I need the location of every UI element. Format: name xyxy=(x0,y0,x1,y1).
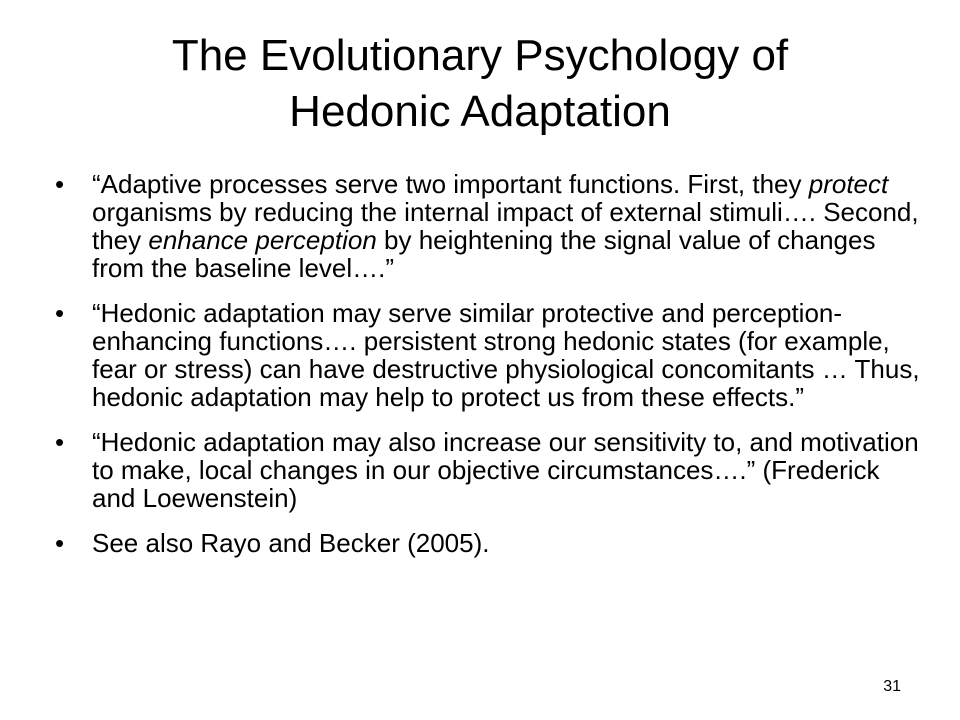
slide-title xyxy=(60,28,900,140)
title-line-2: Hedonic Adaptation xyxy=(289,87,671,136)
quote-text: organisms by reducing the internal impact of external stimuli…. Second, they xyxy=(92,197,919,255)
bullet-text: “Hedonic adaptation may serve similar protective and perception-enhancing functions…. persistent strong hedonic states (for example, fear or stress) can have destructive physiological concomitants … Thus, hedonic adaptation may help to protect us from these effects.” xyxy=(92,298,920,412)
quote-text: by heightening the signal value of changes from the baseline level….” xyxy=(92,225,876,283)
bullet-item-see-also xyxy=(55,529,925,557)
emphasis-enhance-perception: enhance perception xyxy=(148,225,377,255)
bullet-text: “Hedonic adaptation may also increase our sensitivity to, and motivation to make, local changes in our objective circumstances….” (Frederick and Loewenstein) xyxy=(92,427,919,513)
bullet-marker: • xyxy=(55,528,65,558)
bullet-marker: • xyxy=(55,427,65,457)
quote-text: “Adaptive processes serve two important functions. First, they xyxy=(92,169,809,199)
bullet-item-adaptive-processes xyxy=(55,170,925,282)
bullet-list xyxy=(55,170,925,574)
emphasis-protect: protect xyxy=(808,169,889,199)
bullet-marker: • xyxy=(55,169,65,199)
title-line-1: The Evolutionary Psychology of xyxy=(171,31,789,80)
bullet-text: See also Rayo and Becker (2005). xyxy=(92,528,490,558)
bullet-item-protective-functions xyxy=(55,299,925,411)
slide-number: 31 xyxy=(883,678,901,695)
bullet-text xyxy=(92,170,925,282)
bullet-marker: • xyxy=(55,298,65,328)
bullet-item-sensitivity xyxy=(55,428,925,512)
